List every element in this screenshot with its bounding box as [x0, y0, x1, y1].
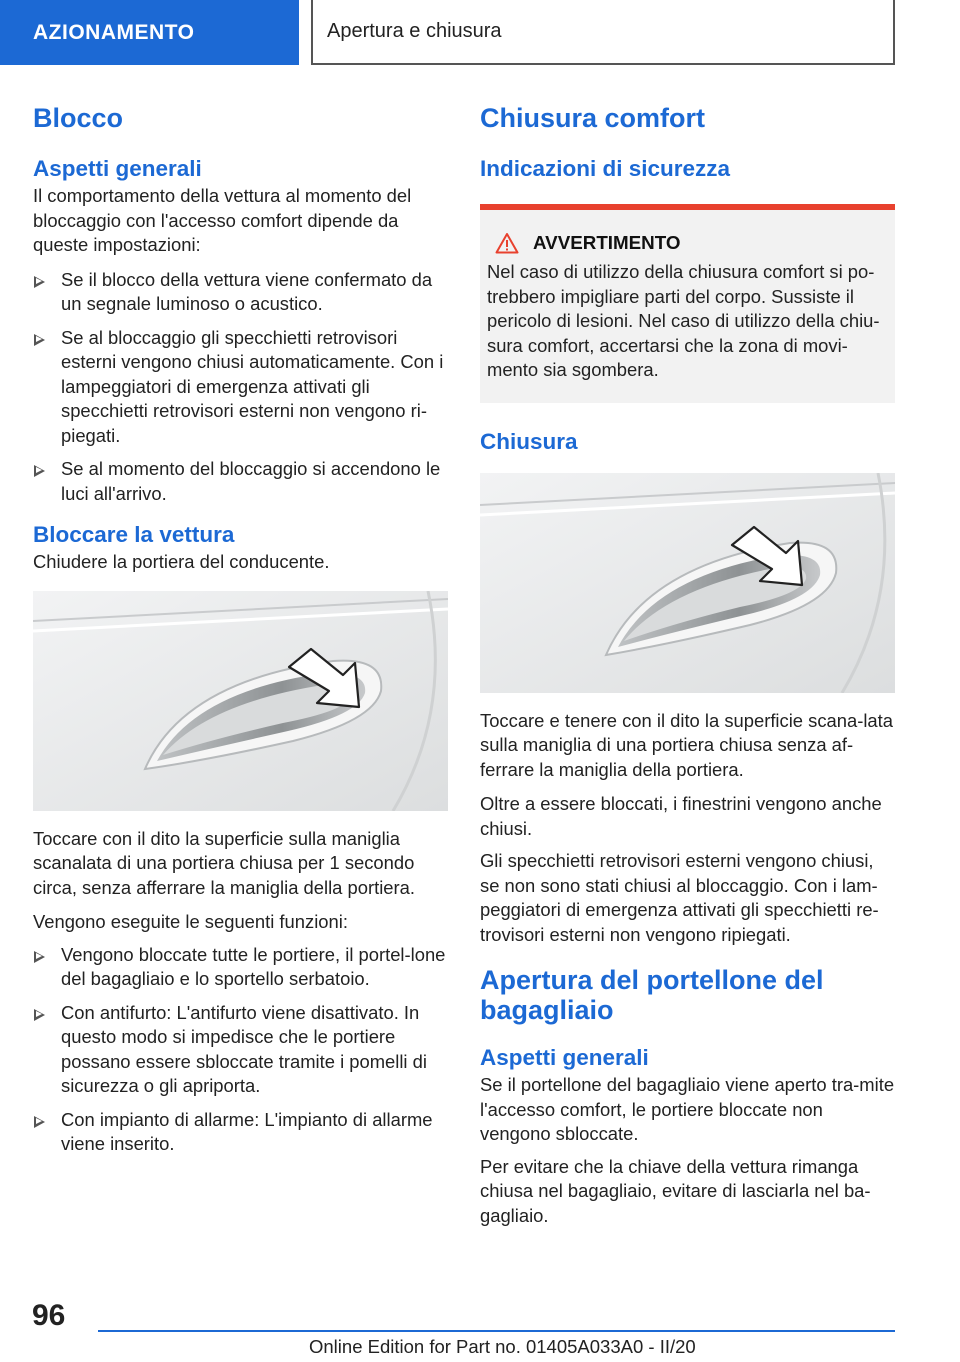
paragraph-funzioni: Vengono eseguite le seguenti funzioni: [33, 911, 348, 932]
chapter-tab[interactable]: Apertura e chiusura [311, 0, 895, 65]
heading-chiusura-comfort: Chiusura comfort [480, 103, 706, 133]
triangle-bullet-icon [34, 334, 45, 346]
footer-edition: Online Edition for Part no. 01405A033A0 - II/20 [309, 1336, 696, 1357]
list-item: Se il blocco della vettura viene confermato da un segnale luminoso o acustico. [33, 268, 448, 317]
heading-aspetti-generali: Aspetti generali [33, 156, 202, 181]
section-tab[interactable]: AZIONAMENTO [0, 0, 299, 65]
heading-aspetti-generali-portellone: Aspetti generali [480, 1045, 649, 1070]
warning-header [487, 232, 887, 254]
paragraph-toccare-tenere: Toccare e tenere con il dito la superficie scana-lata sulla maniglia di una portiera chiusa senza af-ferrare la maniglia della portiera. [480, 709, 893, 780]
right-column [480, 100, 895, 1228]
heading-bloccare-vettura: Bloccare la vettura [33, 522, 235, 547]
list-item: Con impianto di allarme: L'impianto di allarme viene inserito. [33, 1108, 448, 1157]
warning-box [480, 204, 895, 403]
triangle-bullet-icon [34, 1116, 45, 1128]
paragraph-specchietti: Gli specchietti retrovisori esterni vengono chiusi, se non sono stati chiusi al bloccaggio. Con i lam-peggiatori di emergenza attivati gli specchietti re-trovisori esterni non vengono ripiegati. [480, 850, 879, 945]
heading-apertura-portellone: Apertura del portellone del bagagliaio [480, 965, 824, 1025]
heading-chiusura: Chiusura [480, 428, 578, 454]
paragraph-portellone: Se il portellone del bagagliaio viene aperto tra-mite l'accesso comfort, le portiere bloccate non vengono sbloccate. [480, 1074, 895, 1144]
list-item: Se al momento del bloccaggio si accendono le luci all'arrivo. [33, 457, 448, 506]
warning-triangle-icon [495, 232, 519, 254]
door-handle-illustration [33, 591, 448, 811]
paragraph-toccare: Toccare con il dito la superficie sulla maniglia scanalata di una portiera chiusa per 1 secondo circa, senza afferrare la maniglia della portiera. [33, 827, 415, 898]
functions-list [33, 943, 448, 1157]
paragraph-chiudere: Chiudere la portiera del conducente. [33, 551, 330, 572]
paragraph-finestrini: Oltre a essere bloccati, i finestrini vengono anche chiusi. [480, 793, 882, 839]
warning-title: AVVERTIMENTO [533, 232, 681, 253]
footer-divider [98, 1330, 895, 1332]
triangle-bullet-icon [34, 951, 45, 963]
list-item: Vengono bloccate tutte le portiere, il portel-lone del bagagliaio e lo sportello serbatoio. [33, 943, 448, 992]
paragraph-evitare: Per evitare che la chiave della vettura rimanga chiusa nel bagagliaio, evitare di lasciarla nel ba-gagliaio. [480, 1155, 871, 1226]
list-item: Con antifurto: L'antifurto viene disattivato. In questo modo si impedisce che le portiere possano essere sbloccate tramite i pomelli di sicurezza o gli apriporta. [33, 1001, 448, 1099]
page-number: 96 [32, 1299, 66, 1332]
triangle-bullet-icon [34, 1009, 45, 1021]
triangle-bullet-icon [34, 465, 45, 477]
settings-list [33, 268, 448, 507]
warning-text: Nel caso di utilizzo della chiusura comfort si po-trebbero impigliare parti del corpo. Sussiste il pericolo di lesioni. Nel caso di utilizzo della chiu-sura comfort, accertarsi che la zona di movi-mento sia sgombera. [487, 261, 880, 380]
intro-paragraph: Il comportamento della vettura al momento del bloccaggio con l'accesso comfort dipende da queste impostazioni: [33, 185, 412, 255]
heading-blocco: Blocco [33, 103, 124, 133]
left-column [33, 100, 448, 1166]
triangle-bullet-icon [34, 276, 45, 288]
heading-indicazioni-sicurezza: Indicazioni di sicurezza [480, 156, 731, 181]
list-item: Se al bloccaggio gli specchietti retrovisori esterni vengono chiusi automaticamente. Con i lampeggiatori di emergenza attivati gli specchietti retrovisori esterni non vengono ri-piegati. [33, 326, 448, 449]
door-handle-illustration [480, 473, 895, 693]
